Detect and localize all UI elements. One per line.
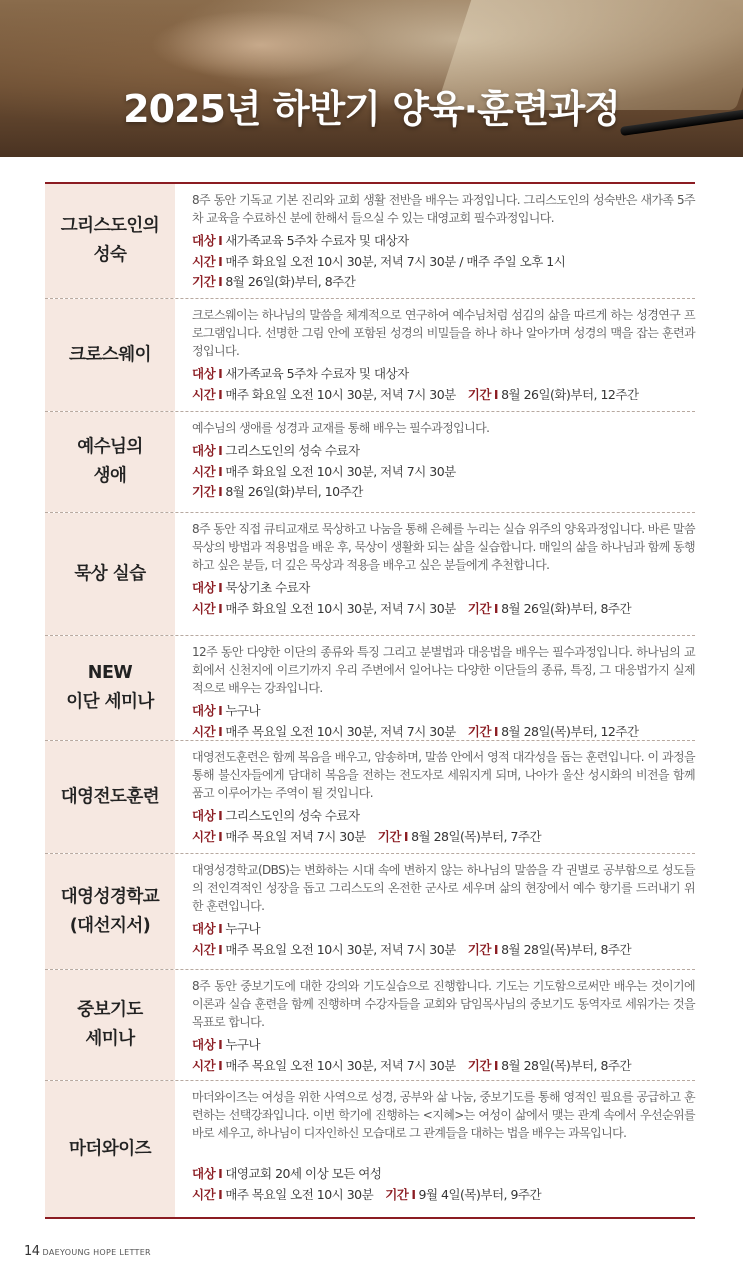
separator: I — [218, 941, 223, 957]
course-period — [192, 482, 695, 503]
course-name-line: 예수님의 — [77, 437, 143, 458]
course-time — [192, 1056, 695, 1077]
course-name-line: 성숙 — [93, 245, 127, 265]
course-target — [192, 1035, 695, 1056]
course-name — [45, 412, 175, 512]
course-description: 마더와이즈는 여성을 위한 사역으로 성경, 공부와 삶 나눔, 중보기도를 통해 영적인 필요를 공급하고 훈련하는 선택강좌입니다. 이번 학기에 진행하는 <지혜>는 여성이 삶에서 맺는 관계 속에서 우선순위를 바로 세우고, 하나님이 디자인하신 모습대로 그 관계들을 대하는 법을 배우는 과목입니다. — [192, 1090, 695, 1140]
course-description: 대영전도훈련은 함께 복음을 배우고, 암송하며, 말씀 안에서 영적 대각성을 돕는 훈련입니다. 이 과정을 통해 불신자들에게 담대히 복음을 전하는 전도자로 세워지게 되며, 나아가 울산 성시화의 비전을 함께 품고 이루어가는 주역이 될 것입니다. — [192, 750, 695, 800]
course-time — [192, 827, 695, 848]
period-key: 기간 — [377, 828, 401, 844]
time-key: 시간 — [192, 1057, 216, 1073]
banner-hand-image — [150, 10, 370, 80]
time-key: 시간 — [192, 1186, 216, 1202]
separator: I — [218, 808, 223, 823]
period-value: 8월 28일(목)부터, 8주간 — [501, 1057, 632, 1073]
time-key: 시간 — [192, 600, 216, 616]
time-key: 시간 — [192, 828, 216, 844]
course-time — [192, 462, 695, 483]
time-value: 매주 화요일 오전 10시 30분, 저녁 7시 30분 — [225, 463, 456, 479]
course-row — [45, 513, 695, 636]
time-key: 시간 — [192, 723, 216, 739]
target-value: 그리스도인의 성숙 수료자 — [225, 808, 360, 823]
target-value: 새가족교육 5주차 수료자 및 대상자 — [225, 233, 409, 248]
course-row — [45, 184, 695, 299]
period-value: 8월 26일(화)부터, 8주간 — [225, 274, 356, 289]
target-key: 대상 — [192, 808, 216, 823]
separator: I — [218, 366, 223, 381]
period-value: 8월 28일(목)부터, 8주간 — [501, 941, 632, 957]
time-key: 시간 — [192, 253, 216, 269]
period-key: 기간 — [467, 941, 491, 957]
time-value: 매주 목요일 오전 10시 30분, 저녁 7시 30분 — [225, 1057, 456, 1073]
time-value: 매주 목요일 오전 10시 30분, 저녁 7시 30분 — [225, 723, 456, 739]
target-key: 대상 — [192, 1166, 216, 1181]
header-banner — [0, 0, 743, 157]
course-name-line: 이단 세미나 — [66, 692, 154, 712]
target-key: 대상 — [192, 1037, 216, 1052]
period-value: 8월 26일(화)부터, 12주간 — [501, 386, 639, 402]
course-time — [192, 1185, 695, 1206]
course-details — [175, 184, 695, 298]
course-name — [45, 741, 175, 853]
separator: I — [218, 1186, 223, 1202]
separator: I — [493, 941, 499, 957]
course-row — [45, 970, 695, 1081]
separator: I — [218, 1057, 223, 1073]
separator: I — [218, 463, 223, 479]
course-details — [175, 299, 695, 411]
course-name — [45, 1081, 175, 1217]
course-time — [192, 722, 695, 743]
course-name-line: NEW — [87, 663, 133, 684]
separator: I — [218, 921, 223, 936]
time-key: 시간 — [192, 463, 216, 479]
course-name — [45, 299, 175, 411]
separator: I — [218, 386, 223, 402]
publication-name: DAEYOUNG HOPE LETTER — [42, 1248, 151, 1257]
course-details — [175, 970, 695, 1080]
period-key: 기간 — [467, 723, 491, 739]
separator: I — [218, 703, 223, 718]
course-table — [45, 182, 695, 1219]
course-time — [192, 940, 695, 961]
course-details — [175, 513, 695, 635]
period-key: 기간 — [467, 386, 491, 402]
target-value: 대영교회 20세 이상 모든 여성 — [225, 1166, 382, 1181]
course-description: 예수님의 생애를 성경과 교재를 통해 배우는 필수과정입니다. — [192, 421, 490, 435]
target-value: 누구나 — [225, 1037, 261, 1052]
period-key: 기간 — [467, 1057, 491, 1073]
period-key: 기간 — [467, 600, 491, 616]
separator: I — [218, 253, 223, 269]
time-value: 매주 목요일 오전 10시 30분 — [225, 1186, 374, 1202]
period-value: 8월 28일(목)부터, 12주간 — [501, 723, 639, 739]
course-name-line: 대영전도훈련 — [60, 786, 160, 807]
separator: I — [218, 1166, 223, 1181]
separator: I — [218, 443, 223, 458]
target-key: 대상 — [192, 366, 216, 381]
course-name-line: 크로스웨이 — [68, 344, 152, 365]
separator: I — [218, 580, 223, 595]
separator: I — [218, 484, 223, 499]
target-key: 대상 — [192, 580, 216, 595]
course-details — [175, 741, 695, 853]
target-key: 대상 — [192, 703, 216, 718]
target-key: 대상 — [192, 233, 216, 248]
course-period — [192, 272, 695, 293]
period-value: 8월 28일(목)부터, 7주간 — [411, 828, 542, 844]
course-time — [192, 599, 695, 620]
course-description: 8주 동안 직접 큐티교재로 묵상하고 나눔을 통해 은혜를 누리는 실습 위주의 양육과정입니다. 바른 말씀 묵상의 방법과 적용법을 배운 후, 묵상이 생활화 되는 삶을 실습합니다. 매일의 삶을 하나님과 함께 동행하고 싶은 분들, 더 깊은 묵상과 적용을 배우고 싶은 분들에게 추천합니다. — [192, 522, 695, 572]
target-key: 대상 — [192, 921, 216, 936]
period-key: 기간 — [192, 484, 216, 499]
course-target — [192, 701, 695, 722]
course-row — [45, 299, 695, 412]
course-target — [192, 441, 695, 462]
page-footer — [24, 1244, 151, 1259]
course-details — [175, 636, 695, 740]
time-value: 매주 화요일 오전 10시 30분, 저녁 7시 30분 — [225, 386, 456, 402]
course-description: 12주 동안 다양한 이단의 종류와 특징 그리고 분별법과 대응법을 배우는 필수과정입니다. 하나님의 교회에서 신천지에 이르기까지 우리 주변에서 일어나는 다양한 이단들의 종류, 특징, 그 대응법가지 실제적으로 배우는 강좌입니다. — [192, 645, 695, 695]
target-value: 누구나 — [225, 703, 261, 718]
period-value: 8월 26일(화)부터, 10주간 — [225, 484, 363, 499]
separator: I — [493, 386, 499, 402]
page-number: 14 — [24, 1244, 40, 1259]
course-name-line: (대선지서) — [69, 915, 151, 936]
course-details — [175, 854, 695, 969]
course-row — [45, 636, 695, 741]
period-value: 9월 4일(목)부터, 9주간 — [418, 1186, 542, 1202]
course-description: 8주 동안 기독교 기본 진리와 교회 생활 전반을 배우는 과정입니다. 그리스도인의 성숙반은 새가족 5주차 교육을 수료하신 분에 한해서 들으실 수 있는 대영교회 필수과정입니다. — [192, 193, 695, 225]
period-key: 기간 — [385, 1186, 409, 1202]
time-value: 매주 목요일 저녁 7시 30분 — [225, 828, 366, 844]
course-name-line: 묵상 실습 — [74, 563, 146, 584]
page-title: 2025년 하반기 양육·훈련과정 — [123, 87, 620, 131]
course-target — [192, 364, 695, 385]
separator: I — [218, 274, 223, 289]
separator: I — [493, 1057, 499, 1073]
course-target — [192, 578, 695, 599]
course-name-line: 생애 — [93, 466, 127, 486]
course-name — [45, 636, 175, 740]
course-name-line: 그리스도인의 — [60, 216, 160, 237]
time-value: 매주 화요일 오전 10시 30분, 저녁 7시 30분 — [225, 600, 456, 616]
period-value: 8월 26일(화)부터, 8주간 — [501, 600, 632, 616]
period-key: 기간 — [192, 274, 216, 289]
course-row — [45, 412, 695, 513]
target-value: 누구나 — [225, 921, 261, 936]
course-name — [45, 184, 175, 298]
time-value: 매주 목요일 오전 10시 30분, 저녁 7시 30분 — [225, 941, 456, 957]
course-details — [175, 412, 695, 512]
course-details — [175, 1081, 695, 1217]
separator: I — [218, 828, 223, 844]
course-description: 대영성경학교(DBS)는 변화하는 시대 속에 변하지 않는 하나님의 말씀을 각 권별로 공부함으로 성도들의 전인격적인 성장을 돕고 그리스도의 온전한 군사로 세우며 삶의 현장에서 예수 향기를 드러내기 위한 훈련입니다. — [192, 863, 695, 913]
course-name — [45, 854, 175, 969]
separator: I — [403, 828, 409, 844]
course-target — [192, 919, 695, 940]
course-name-line: 마더와이즈 — [68, 1138, 152, 1159]
course-target — [192, 1164, 695, 1185]
separator: I — [493, 723, 499, 739]
separator: I — [218, 1037, 223, 1052]
time-key: 시간 — [192, 941, 216, 957]
course-time — [192, 252, 695, 273]
time-key: 시간 — [192, 386, 216, 402]
separator: I — [218, 600, 223, 616]
separator: I — [218, 233, 223, 248]
time-value: 매주 화요일 오전 10시 30분, 저녁 7시 30분 / 매주 주일 오후 1시 — [225, 253, 566, 269]
course-row — [45, 741, 695, 854]
course-description: 크로스웨이는 하나님의 말씀을 체계적으로 연구하여 예수님처럼 섬김의 삶을 따르게 하는 성경연구 프로그램입니다. 선명한 그림 안에 포함된 성경의 비밀들을 하나 하나 알아가며 성경의 맥을 잡는 훈련과정입니다. — [192, 308, 695, 358]
course-name — [45, 970, 175, 1080]
separator: I — [218, 723, 223, 739]
course-description: 8주 동안 중보기도에 대한 강의와 기도실습으로 진행합니다. 기도는 기도함으로써만 배우는 것이기에 이론과 실습 훈련을 함께 진행하며 수강자들을 교회와 담임목사님의 중보기도 동역자로 세워가는 것을 목표로 합니다. — [192, 979, 695, 1029]
target-value: 묵상기초 수료자 — [225, 580, 310, 595]
target-value: 그리스도인의 성숙 수료자 — [225, 443, 360, 458]
course-row — [45, 854, 695, 970]
course-target — [192, 806, 695, 827]
course-row — [45, 1081, 695, 1217]
course-name — [45, 513, 175, 635]
target-key: 대상 — [192, 443, 216, 458]
course-name-line: 중보기도 — [77, 1000, 143, 1021]
course-target — [192, 231, 695, 252]
course-name-line: 대영성경학교 — [60, 886, 160, 907]
target-value: 새가족교육 5주차 수료자 및 대상자 — [225, 366, 409, 381]
course-time — [192, 385, 695, 406]
separator: I — [411, 1186, 416, 1202]
separator: I — [493, 600, 499, 616]
course-name-line: 세미나 — [85, 1029, 135, 1049]
